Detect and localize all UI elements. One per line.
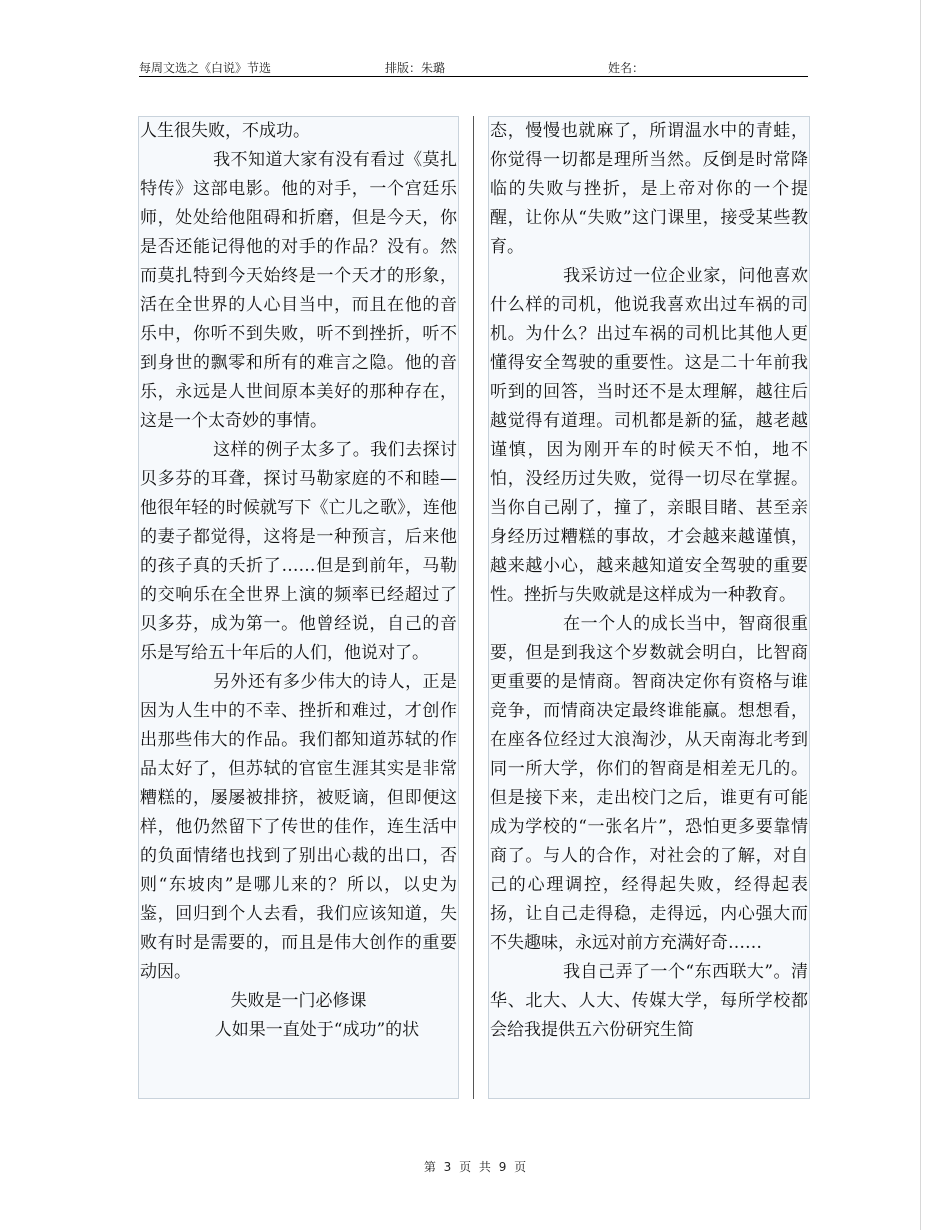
paragraph: 在一个人的成长当中，智商很重要，但是到我这个岁数就会明白，比智商更重要的是情商。智商决定你有资格与谁竞争，而情商决定最终谁能赢。想想看，在座各位经过大浪淘沙，从天南海北考到同一所大学，你们的智商是相差无几的。但是接下来，走出校门之后，谁更有可能成为学校的“一张名片”，恐怕更多要靠情商了。与人的合作，对社会的了解，对自己的心理调控，经得起失败，经得起表扬，让自己走得稳，走得远，内心强大而不失趣味，永远对前方充满好奇…… (490, 614, 808, 953)
paragraph: 这样的例子太多了。我们去探讨贝多芬的耳聋，探讨马勒家庭的不和睦—他很年轻的时候就写下《亡儿之歌》，连他的妻子都觉得，这将是一种预言，后来他的孩子真的夭折了……但是到前年，马勒的交响乐在全世界上演的频率已经超过了贝多芬，成为第一。他曾经说，自己的音乐是写给五十年后的人们，他说对了。 (140, 440, 457, 663)
paragraph: 态，慢慢也就麻了，所谓温水中的青蛙，你觉得一切都是理所当然。反倒是时常降临的失败与挫折，是上帝对你的一个提醒，让你从“失败”这门课里，接受某些教育。 (490, 121, 808, 257)
section-subheading: 失败是一门必修课 (230, 991, 367, 1011)
header-title: 每周文选之《白说》节选 (139, 61, 272, 75)
left-text-column (138, 116, 459, 1099)
paragraph: 我自己弄了一个“东西联大”。清华、北大、人大、传媒大学，每所学校都会给我提供五六份研究生简 (490, 962, 808, 1040)
header-layout-credit: 排版：朱璐 (385, 61, 446, 75)
paragraph: 我采访过一位企业家，问他喜欢什么样的司机，他说我喜欢出过车祸的司机。为什么？出过车祸的司机比其他人更懂得安全驾驶的重要性。这是二十年前我听到的回答，当时还不是太理解，越往后越觉得有道理。司机都是新的猛，越老越谨慎，因为刚开车的时候天不怕，地不怕，没经历过失败，觉得一切尽在掌握。当你自己剐了，撞了，亲眼目睹、甚至亲身经历过糟糕的事故，才会越来越谨慎，越来越小心，越来越知道安全驾驶的重要性。挫折与失败就是这样成为一种教育。 (490, 266, 808, 605)
page-header (139, 58, 808, 77)
page-footer: 第 3 页 共 9 页 (423, 1160, 527, 1174)
paragraph: 我不知道大家有没有看过《莫扎特传》这部电影。他的对手，一个宫廷乐师，处处给他阻碍和折磨，但是今天，你是否还能记得他的对手的作品？没有。然而莫扎特到今天始终是一个天才的形象，活在全世界的人心目当中，而且在他的音乐中，你听不到失败，听不到挫折，听不到身世的飘零和所有的难言之隐。他的音乐，永远是人世间原本美好的那种存在，这是一个太奇妙的事情。 (140, 150, 457, 431)
column-divider (473, 116, 474, 1099)
paragraph: 人生很失败，不成功。 (140, 121, 310, 141)
paragraph: 另外还有多少伟大的诗人，正是因为人生中的不幸、挫折和难过，才创作出那些伟大的作品。我们都知道苏轼的作品太好了，但苏轼的官宦生涯其实是非常糟糕的，屡屡被排挤，被贬谪，但即便这样，他仍然留下了传世的佳作，连生活中的负面情绪也找到了别出心裁的出口，否则“东坡肉”是哪儿来的？所以，以史为鉴，回归到个人去看，我们应该知道，失败有时是需要的，而且是伟大创作的重要动因。 (140, 672, 457, 982)
paragraph: 人如果一直处于“成功”的状 (214, 1020, 420, 1040)
header-name-field: 姓名： (608, 61, 645, 75)
page-edge-line (920, 0, 921, 1230)
right-text-column (488, 116, 810, 1099)
